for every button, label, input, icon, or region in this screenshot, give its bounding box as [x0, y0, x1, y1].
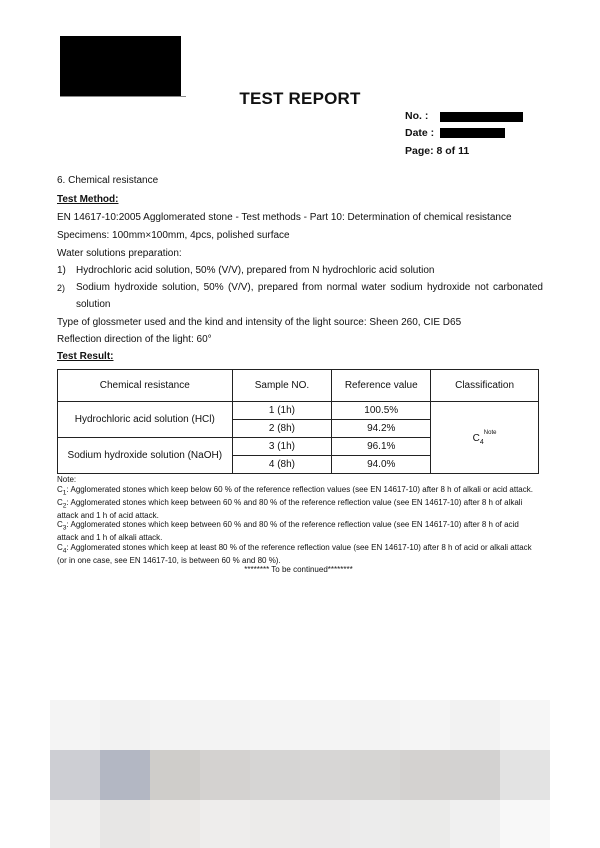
pixel-tile: [200, 750, 250, 800]
report-number-redaction: [440, 112, 523, 122]
list-item-number: 1): [57, 265, 66, 276]
reflection-text: Reflection direction of the light: 60°: [57, 334, 212, 345]
pixel-tile: [400, 700, 450, 750]
pixel-tile: [250, 750, 300, 800]
reference-value-cell: 100.5%: [332, 402, 431, 420]
pixel-tile: [450, 800, 500, 848]
pixelated-footer: [50, 700, 550, 848]
table-row: [58, 402, 539, 420]
pixel-tile: [200, 800, 250, 848]
column-header: Sample NO.: [232, 370, 332, 402]
pixel-tile: [350, 800, 400, 848]
glossmeter-text: Type of glossmeter used and the kind and intensity of the light source: Sheen 260, CIE D65: [57, 317, 462, 328]
pixel-tile: [450, 700, 500, 750]
notes-block: [57, 475, 540, 575]
pixel-tile: [450, 750, 500, 800]
pixel-tile: [500, 700, 550, 750]
pixel-tile: [100, 700, 150, 750]
sample-cell: 1 (1h): [232, 402, 332, 420]
note-item: $C_2$: Agglomerated stones which keep between 60 % and 80 % of the reference reflection value (see EN 14617-10) after 8 h of alkali attack and 1 h of acid attack.: [57, 497, 523, 520]
test-result-label: Test Result:: [57, 351, 114, 362]
pixel-tile: [50, 800, 100, 848]
logo-redaction: [60, 36, 181, 96]
pixel-tile: [50, 700, 100, 750]
pixel-tile: [50, 750, 100, 800]
pixel-tile: [400, 800, 450, 848]
classification-cell: $C_4^{Note}$: [431, 402, 539, 474]
sample-cell: 4 (8h): [232, 456, 332, 474]
report-title: TEST REPORT: [239, 89, 361, 108]
notes-title: Note:: [57, 475, 77, 484]
pixel-tile: [250, 800, 300, 848]
pixel-tile: [400, 750, 450, 800]
list-item-text: Hydrochloric acid solution, 50% (V/V), prepared from N hydrochloric acid solution: [76, 265, 435, 276]
table-header-row: [58, 370, 539, 402]
page-indicator: Page: 8 of 11: [405, 145, 470, 157]
pixel-tile: [300, 750, 350, 800]
pixel-tile: [100, 800, 150, 848]
pixel-tile: [500, 750, 550, 800]
list-item-number: 2): [57, 283, 66, 293]
reference-value-cell: 94.2%: [332, 420, 431, 438]
pixel-tile: [150, 700, 200, 750]
to-be-continued: ******** To be continued********: [244, 565, 353, 575]
report-date-label: Date :: [405, 127, 435, 139]
report-date-redaction: [440, 128, 505, 138]
sample-cell: 2 (8h): [232, 420, 332, 438]
pixel-tile: [350, 700, 400, 750]
pixel-tile: [200, 700, 250, 750]
pixel-tile: [150, 800, 200, 848]
chemical-name-cell: Sodium hydroxide solution (NaOH): [58, 438, 233, 474]
note-item: $C_3$: Agglomerated stones which keep between 60 % and 80 % of the reference reflection value (see EN 14617-10) after 8 h of acid attack and 1 h of alkali attack.: [57, 520, 519, 543]
list-item-continuation: solution: [76, 299, 111, 310]
standard-text: EN 14617-10:2005 Agglomerated stone - Test methods - Part 10: Determination of chemical resistance: [57, 212, 512, 223]
pixel-tile: [300, 800, 350, 848]
pixel-tile: [150, 750, 200, 800]
note-item: $C_1$: Agglomerated stones which keep below 60 % of the reference reflection values (see EN 14617-10) after 8 h of alkali or acid attack.: [57, 484, 533, 497]
pixel-tile: [500, 800, 550, 848]
column-header: Chemical resistance: [58, 370, 233, 402]
report-number-label: No. :: [405, 110, 429, 122]
column-header: Classification: [431, 370, 539, 402]
pixel-tile: [250, 700, 300, 750]
reference-value-cell: 94.0%: [332, 456, 431, 474]
pixel-tile: [100, 750, 150, 800]
list-item-text: Sodium hydroxide solution, 50% (V/V), prepared from normal water sodium hydroxide not carbonated: [76, 282, 543, 293]
section-heading: 6. Chemical resistance: [57, 175, 159, 186]
pixel-tile: [350, 750, 400, 800]
results-table: [57, 369, 539, 474]
sample-cell: 3 (1h): [232, 438, 332, 456]
chemical-name-cell: Hydrochloric acid solution (HCl): [58, 402, 233, 438]
test-method-label: Test Method:: [57, 194, 119, 205]
pixel-tile: [300, 700, 350, 750]
column-header: Reference value: [332, 370, 431, 402]
note-item: $C_4$: Agglomerated stones which keep at least 80 % of the reference reflection value (see EN 14617-10) after 8 h of acid or alkali attack (or in one case, see EN 14617-10, is between 60 % and 80 %).: [57, 542, 532, 565]
specimens-text: Specimens: 100mm×100mm, 4pcs, polished surface: [57, 230, 290, 241]
reference-value-cell: 96.1%: [332, 438, 431, 456]
water-solutions-text: Water solutions preparation:: [57, 248, 182, 259]
